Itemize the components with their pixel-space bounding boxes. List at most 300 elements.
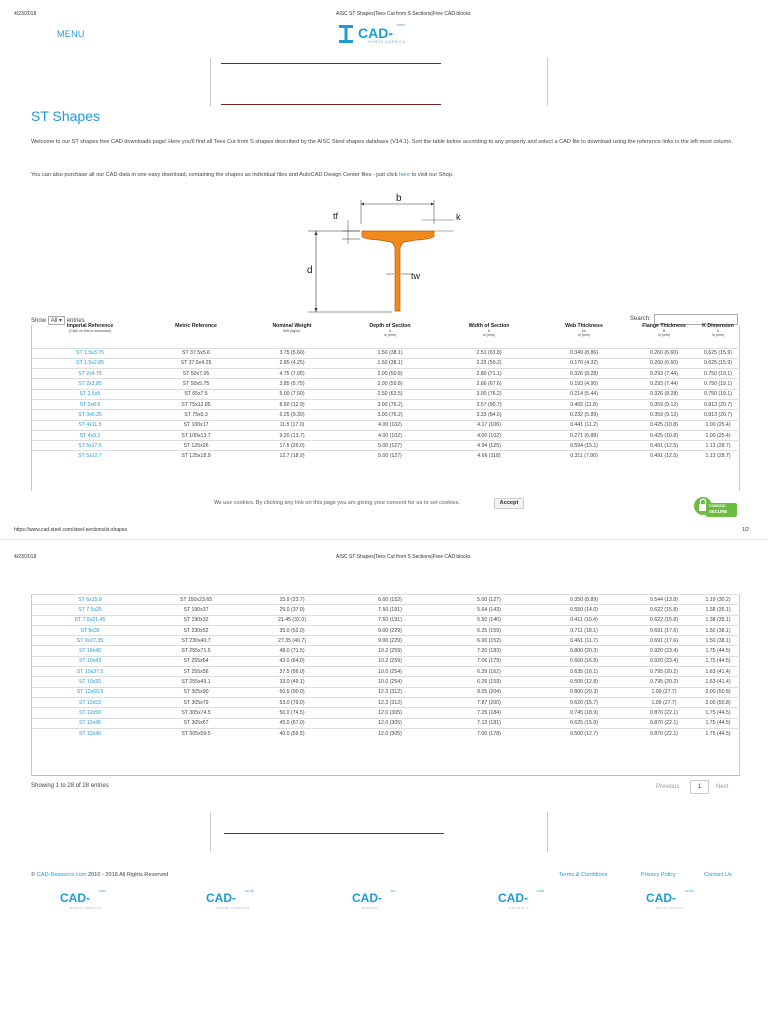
table-cell: 2.50 (63.5) [340,389,440,399]
table-cell: ST 305x79 [148,697,244,707]
table-cell: 0.813 (20.7) [698,410,738,420]
table-frame-right [739,325,740,491]
table-cell: ST 150x23.65 [148,595,244,605]
table-cell: 1.19 (30.2) [698,595,738,605]
table-cell: 7.50 (191) [340,605,440,615]
table-cell: 0.260 (6.60) [630,358,698,368]
intro-paragraph: Welcome to our ST shapes free CAD downloads page! Here you'll find all Tees Cut from S shapes described by the AISC Steel shapes database (V14.1). Sort the table below according to any property and select a CAD file to download using the reference links in the left-most column. [31,139,733,145]
st-section-diagram [296,190,468,320]
table-cell: 0.441 (11.2) [538,420,630,430]
logo-region: NORTH AMERICA [70,906,102,910]
table-cell: ST 190x32 [148,615,244,625]
table-cell: 7.50 (191) [340,615,440,625]
table-cell: 2.51 (63.8) [440,348,538,358]
table-cell: 17.5 (26.0) [244,441,340,451]
table-row [32,625,738,635]
page-break [0,539,768,540]
table-row [32,605,738,615]
table-cell: ST 305x67 [148,718,244,728]
table-cell: 5.50 (140) [440,615,538,625]
column-header[interactable] [440,323,538,348]
download-link[interactable]: ST 2x3.85 [32,379,148,389]
table-cell: 35.0 (52.0) [244,625,340,635]
ad-frame-edge [210,812,211,852]
table-row [32,348,738,358]
table-cell: 50.0 (74.5) [244,708,340,718]
badge-line2: SECURE [709,509,728,514]
table-cell: 0.491 (12.5) [630,441,698,451]
shop-link[interactable]: here [398,172,411,178]
table-header-row [32,323,738,348]
logo-region: EUROPE [362,906,378,910]
show-label: Show [31,318,47,324]
table-cell: 15.9 (23.7) [244,595,340,605]
table-cell: ST 305x59.5 [148,728,244,738]
table-cell: ST 37.5x4.25 [148,358,244,368]
column-header[interactable] [340,323,440,348]
table-cell: 0.691 (17.6) [630,636,698,646]
cookie-notice: We use cookies. By clicking any link on this page you are giving your consent for us to set cookies. [214,500,460,506]
download-link[interactable]: ST 3x8.6 [32,399,148,409]
table-cell: 0.491 (12.5) [630,451,698,461]
diagram-label-k: k [456,212,461,222]
ad-frame-edge [547,58,548,106]
download-link[interactable]: ST 4x9.2 [32,430,148,440]
table-cell: 7.13 (181) [440,718,538,728]
logo-region: UNITED KINGDOM [216,906,250,910]
table-cell: 8.60 (12.9) [244,399,340,409]
table-cell: 1.75 (44.5) [698,646,738,656]
table-cell: 0.293 (7.44) [630,379,698,389]
column-header[interactable] [630,323,698,348]
table-cell: 0.625 (15.9) [538,718,630,728]
table-cell: 0.465 (11.8) [538,399,630,409]
table-cell: 0.750 (19.1) [698,389,738,399]
download-link[interactable]: ST 12x45 [32,718,148,728]
logo-tld: .com [98,889,106,893]
download-link[interactable]: ST 2.5x5 [32,389,148,399]
table-cell: 5.00 (127) [340,441,440,451]
column-header[interactable] [698,323,738,348]
table-cell: 10.2 (259) [340,656,440,666]
copyright-text: 2010 - 2018 All Rights Reserved [86,872,169,878]
st-shapes-table-continued [32,594,738,739]
table-cell: ST 75x12.85 [148,399,244,409]
purchase-paragraph [31,171,741,180]
table-cell: 0.359 (9.12) [630,399,698,409]
table-cell: ST 305x90 [148,687,244,697]
copyright [31,872,168,878]
table-row [32,708,738,718]
secure-badge [692,494,738,520]
accept-cookies-button[interactable]: Accept [494,498,524,509]
logo-tld: .co.uk [244,889,254,893]
table-cell: 1.13 (28.7) [698,441,738,451]
column-unit: in (mm) [711,333,725,337]
table-cell: 6.39 (162) [440,667,538,677]
download-link[interactable]: ST 9x27.35 [32,636,148,646]
table-cell: 1.75 (44.5) [698,708,738,718]
table-row [32,718,738,728]
table-cell: 0.594 (15.1) [538,441,630,451]
download-link[interactable]: ST 5x12.7 [32,451,148,461]
table-cell: 1.00 (25.4) [698,420,738,430]
table-info: Showing 1 to 28 of 28 entries [31,783,109,789]
table-cell: 1.50 (38.1) [698,636,738,646]
table-cell: 48.0 (71.5) [244,646,340,656]
column-unit: in (mm) [383,333,397,337]
table-cell: 12.3 (312) [340,697,440,707]
column-title: Web Thickness [565,323,603,329]
regional-site-logo[interactable] [352,888,422,914]
column-unit: tf [663,329,665,333]
table-cell: 9.00 (229) [340,636,440,646]
logo-region: NORTH AMERICA [368,40,406,44]
table-cell: 7.00 (178) [440,728,538,738]
table-cell: 0.425 (10.8) [630,430,698,440]
table-cell: 9.20 (13.7) [244,430,340,440]
table-cell: 3.85 (5.75) [244,379,340,389]
logo-tld: .co.za [684,889,694,893]
logo-word: CAD- [352,891,382,905]
table-cell: ST 255x71.5 [148,646,244,656]
table-cell: 0.293 (7.44) [630,369,698,379]
table-cell: 0.660 (16.8) [538,656,630,666]
table-cell: 0.813 (20.7) [698,399,738,409]
table-row [32,410,738,420]
download-link[interactable]: ST 12x53 [32,697,148,707]
table-row [32,687,738,697]
table-cell: 0.425 (10.8) [630,420,698,430]
logo-tld: .com [396,22,405,27]
logo-word: CAD- [358,25,393,41]
table-cell: 4.00 (102) [340,430,440,440]
table-cell: 10.0 (254) [340,677,440,687]
download-link[interactable]: ST 12x60.5 [32,687,148,697]
table-row [32,595,738,605]
steel-beam-icon [338,24,354,44]
table-cell: 12.0 (305) [340,708,440,718]
table-row [32,358,738,368]
ad-divider [224,833,444,834]
download-link[interactable]: ST 12x50 [32,708,148,718]
table-row [32,420,738,430]
table-cell: 7.20 (183) [440,646,538,656]
download-link[interactable]: ST 5x17.5 [32,441,148,451]
table-cell: 43.0 (64.0) [244,656,340,666]
table-cell: 0.920 (23.4) [630,646,698,656]
table-cell: 4.00 (102) [440,430,538,440]
table-cell: 1.75 (44.5) [698,656,738,666]
table-cell: 0.750 (19.1) [698,369,738,379]
table-cell: 0.800 (20.3) [538,687,630,697]
download-link[interactable]: ST 9x35 [32,625,148,635]
table-cell: 1.00 (25.4) [698,430,738,440]
table-cell: 53.0 (79.0) [244,697,340,707]
table-cell: 0.620 (15.7) [538,697,630,707]
table-cell: 27.35 (40.7) [244,636,340,646]
column-header[interactable] [244,323,340,348]
column-unit: lb/ft (kg/m) [283,329,301,333]
table-row [32,399,738,409]
menu-button[interactable]: MENU [57,29,85,39]
table-cell: 1.63 (41.4) [698,667,738,677]
column-unit: b [488,329,490,333]
table-cell: ST 255x64 [148,656,244,666]
table-cell: ST 37.5x5.6 [148,348,244,358]
table-cell: ST 100x17 [148,420,244,430]
table-cell: 3.75 (5.60) [244,348,340,358]
table-row [32,646,738,656]
search-label: Search: [630,316,651,322]
table-cell: 0.214 (5.44) [538,389,630,399]
table-cell: 0.870 (22.1) [630,728,698,738]
table-cell: ST 255x49.1 [148,677,244,687]
table-cell: 8.05 (204) [440,687,538,697]
table-cell: 25.0 (37.0) [244,605,340,615]
table-row [32,451,738,461]
page-title: ST Shapes [31,108,101,124]
download-link[interactable]: ST 10x48 [32,646,148,656]
table-row [32,697,738,707]
table-bottom-border [31,775,740,776]
table-cell: 12.7 (18.9) [244,451,340,461]
download-link[interactable]: ST 1.5x2.85 [32,358,148,368]
table-cell: 0.750 (19.1) [698,379,738,389]
table-cell: 33.0 (49.1) [244,677,340,687]
table-row [32,430,738,440]
table-cell: 40.0 (59.5) [244,728,340,738]
terms-link[interactable]: Terms & Conditions [559,872,608,878]
table-cell: 10.0 (254) [340,667,440,677]
table-cell: 10.2 (259) [340,646,440,656]
table-row [32,615,738,625]
print-page-number: 1/2 [742,527,749,533]
table-cell: 0.232 (5.89) [538,410,630,420]
table-cell: 4.17 (106) [440,420,538,430]
logo-tld: .com [536,889,544,893]
column-header[interactable] [32,323,148,348]
table-cell: 1.63 (41.4) [698,677,738,687]
logo-word: CAD- [498,891,528,905]
table-cell: 4.00 (102) [340,420,440,430]
table-cell: 0.870 (22.1) [630,718,698,728]
table-cell: ST 230x52 [148,625,244,635]
table-cell: 45.0 (67.0) [244,718,340,728]
table-cell: 0.349 (8.86) [538,348,630,358]
table-cell: 1.38 (35.1) [698,605,738,615]
table-cell: 1.50 (38.1) [340,348,440,358]
table-cell: 3.00 (76.2) [440,389,538,399]
print-date: 4/23/2018 [14,11,37,17]
table-cell: ST 190x37 [148,605,244,615]
table-cell: 4.94 (125) [440,441,538,451]
table-row [32,389,738,399]
pagination-previous[interactable]: Previous [656,784,680,790]
regional-site-logo[interactable] [206,888,276,914]
table-row [32,656,738,666]
regional-site-logo[interactable] [646,888,716,914]
column-unit: k [717,329,719,333]
ad-frame-edge [210,58,211,106]
column-header[interactable] [148,323,244,348]
table-cell: 2.00 (50.8) [340,369,440,379]
ad-divider [221,63,441,64]
table-cell: 0.795 (20.2) [630,677,698,687]
purchase-text-end: to visit our Shop. [410,172,454,178]
table-row [32,728,738,738]
table-cell: 2.66 (67.6) [440,379,538,389]
table-cell: 0.350 (8.89) [538,595,630,605]
table-cell: 0.920 (23.4) [630,656,698,666]
table-row [32,441,738,451]
copyright-symbol: © [31,872,37,878]
table-cell: 60.5 (90.0) [244,687,340,697]
table-row [32,636,738,646]
download-link[interactable]: ST 12x40 [32,728,148,738]
download-link[interactable]: ST 10x43 [32,656,148,666]
print-date-2: 4/23/2018 [14,554,37,560]
column-title: K Dimension [702,323,734,329]
column-title: Width of Section [468,323,510,329]
table-cell: 7.06 (179) [440,656,538,666]
download-link[interactable]: ST 6x15.9 [32,595,148,605]
download-link[interactable]: ST 10x33 [32,677,148,687]
table-cell: 0.193 (4.90) [538,379,630,389]
column-title: Flange Thickness [642,323,686,329]
download-link[interactable]: ST 2x4.75 [32,369,148,379]
table-cell: 0.800 (20.3) [538,646,630,656]
table-cell: 1.75 (44.5) [698,728,738,738]
table-cell: 0.505 (12.8) [538,677,630,687]
download-link[interactable]: ST 7.5x25 [32,605,148,615]
table-cell: 0.544 (13.8) [630,595,698,605]
logo-tld: .eu [390,889,395,893]
table-cell: 3.57 (90.7) [440,399,538,409]
print-title: AISC ST Shapes|Tees Cut from S Sections|Free CAD blocks [336,11,471,17]
table-cell: 1.50 (38.1) [698,625,738,635]
column-unit: (Click on link to download) [69,329,111,333]
table-cell: ST 230x40.7 [148,636,244,646]
download-link[interactable]: ST 4x11.5 [32,420,148,430]
table-cell: 7.87 (200) [440,697,538,707]
table-cell: 2.80 (71.1) [440,369,538,379]
regional-site-logo[interactable] [498,888,568,914]
download-link[interactable]: ST 1.5x3.75 [32,348,148,358]
badge-line1: COMODO [709,504,726,508]
table-cell: ST 75x9.3 [148,410,244,420]
table-cell: 6.00 (152) [340,595,440,605]
table-cell: 0.461 (11.7) [538,636,630,646]
column-header[interactable] [538,323,630,348]
column-title: Depth of Section [369,323,411,329]
site-logo[interactable] [338,22,438,48]
table-cell: ST 305x74.5 [148,708,244,718]
table-cell: ST 65x7.5 [148,389,244,399]
table-cell: 1.13 (28.7) [698,451,738,461]
print-title-2: AISC ST Shapes|Tees Cut from S Sections|Free CAD blocks [336,554,471,560]
table-cell: 4.66 (118) [440,451,538,461]
table-cell: 37.5 (56.0) [244,667,340,677]
table-cell: ST 100x13.7 [148,430,244,440]
table-cell: 0.622 (15.8) [630,615,698,625]
column-unit: d [389,329,391,333]
table-cell: 5.00 (127) [440,595,538,605]
logo-region: SOUTH AFRICA [656,906,685,910]
table-cell: 0.500 (12.7) [538,728,630,738]
table-row [32,379,738,389]
table-cell: 12.3 (312) [340,687,440,697]
table-cell: 5.64 (143) [440,605,538,615]
table-cell: 6.25 (9.30) [244,410,340,420]
table-cell: 3.00 (76.2) [340,410,440,420]
st-shapes-table [32,323,738,461]
table-row [32,667,738,677]
table-cell: 0.550 (14.0) [538,605,630,615]
table-cell: 0.625 (15.9) [698,348,738,358]
ad-frame-edge [547,812,548,852]
contact-link[interactable]: Contact Us [704,872,732,878]
chevron-down-icon: ▾ [59,318,63,324]
privacy-link[interactable]: Privacy Policy [641,872,676,878]
table-cell: 1.50 (38.1) [340,358,440,368]
table-cell: 0.326 (8.28) [630,389,698,399]
column-title: Nominal Weight [272,323,312,329]
table-cell: 0.622 (15.8) [630,605,698,615]
download-link[interactable]: ST 10x37.5 [32,667,148,677]
pagination-page-1[interactable]: 1 [690,780,709,794]
table-cell: 0.271 (6.88) [538,430,630,440]
download-link[interactable]: ST 7.5x21.45 [32,615,148,625]
entries-select-value: All [50,318,58,324]
table-cell: 21.45 (32.0) [244,615,340,625]
purchase-text: You can also purchase all our CAD data in one easy download, containing the shapes as individual files and AutoCAD Design Center files - just click [31,172,399,178]
table-cell: 2.33 (59.2) [440,358,538,368]
print-url: https://www.cad-steel.com/steel-sections/st-shapes [14,527,128,533]
pagination-next[interactable]: Next [716,784,729,790]
table-cell: 1.09 (27.7) [630,697,698,707]
table-cell: ST 255x56 [148,667,244,677]
table-cell: 7.25 (184) [440,708,538,718]
table-cell: 3.33 (84.6) [440,410,538,420]
table-cell: ST 125x26 [148,441,244,451]
column-title: Imperial Reference [66,323,114,329]
table-cell: ST 125x18.9 [148,451,244,461]
table-cell: 6.26 (159) [440,677,538,687]
table-row [32,369,738,379]
table-row [32,677,738,687]
column-unit: tw [582,329,586,333]
logo-word: CAD- [646,891,676,905]
table-cell: 0.359 (9.12) [630,410,698,420]
download-link[interactable]: ST 3x6.25 [32,410,148,420]
table-cell: 0.745 (18.9) [538,708,630,718]
table-cell: 0.311 (7.90) [538,451,630,461]
table-cell: 6.00 (152) [440,636,538,646]
table-cell: 9.00 (229) [340,625,440,635]
diagram-label-tf: tf [333,211,339,221]
table-cell: 2.00 (50.8) [698,687,738,697]
table-cell: 0.795 (20.2) [630,667,698,677]
cad-resource-link[interactable]: CAD-Resource.com [36,872,87,878]
entries-label: entries [66,318,85,324]
table-cell: 4.75 (7.05) [244,369,340,379]
table-cell: 0.260 (6.60) [630,348,698,358]
table-cell: 0.691 (17.6) [630,625,698,635]
regional-site-logo[interactable] [60,888,130,914]
table-cell: 0.870 (22.1) [630,708,698,718]
table-cell: 1.09 (27.7) [630,687,698,697]
